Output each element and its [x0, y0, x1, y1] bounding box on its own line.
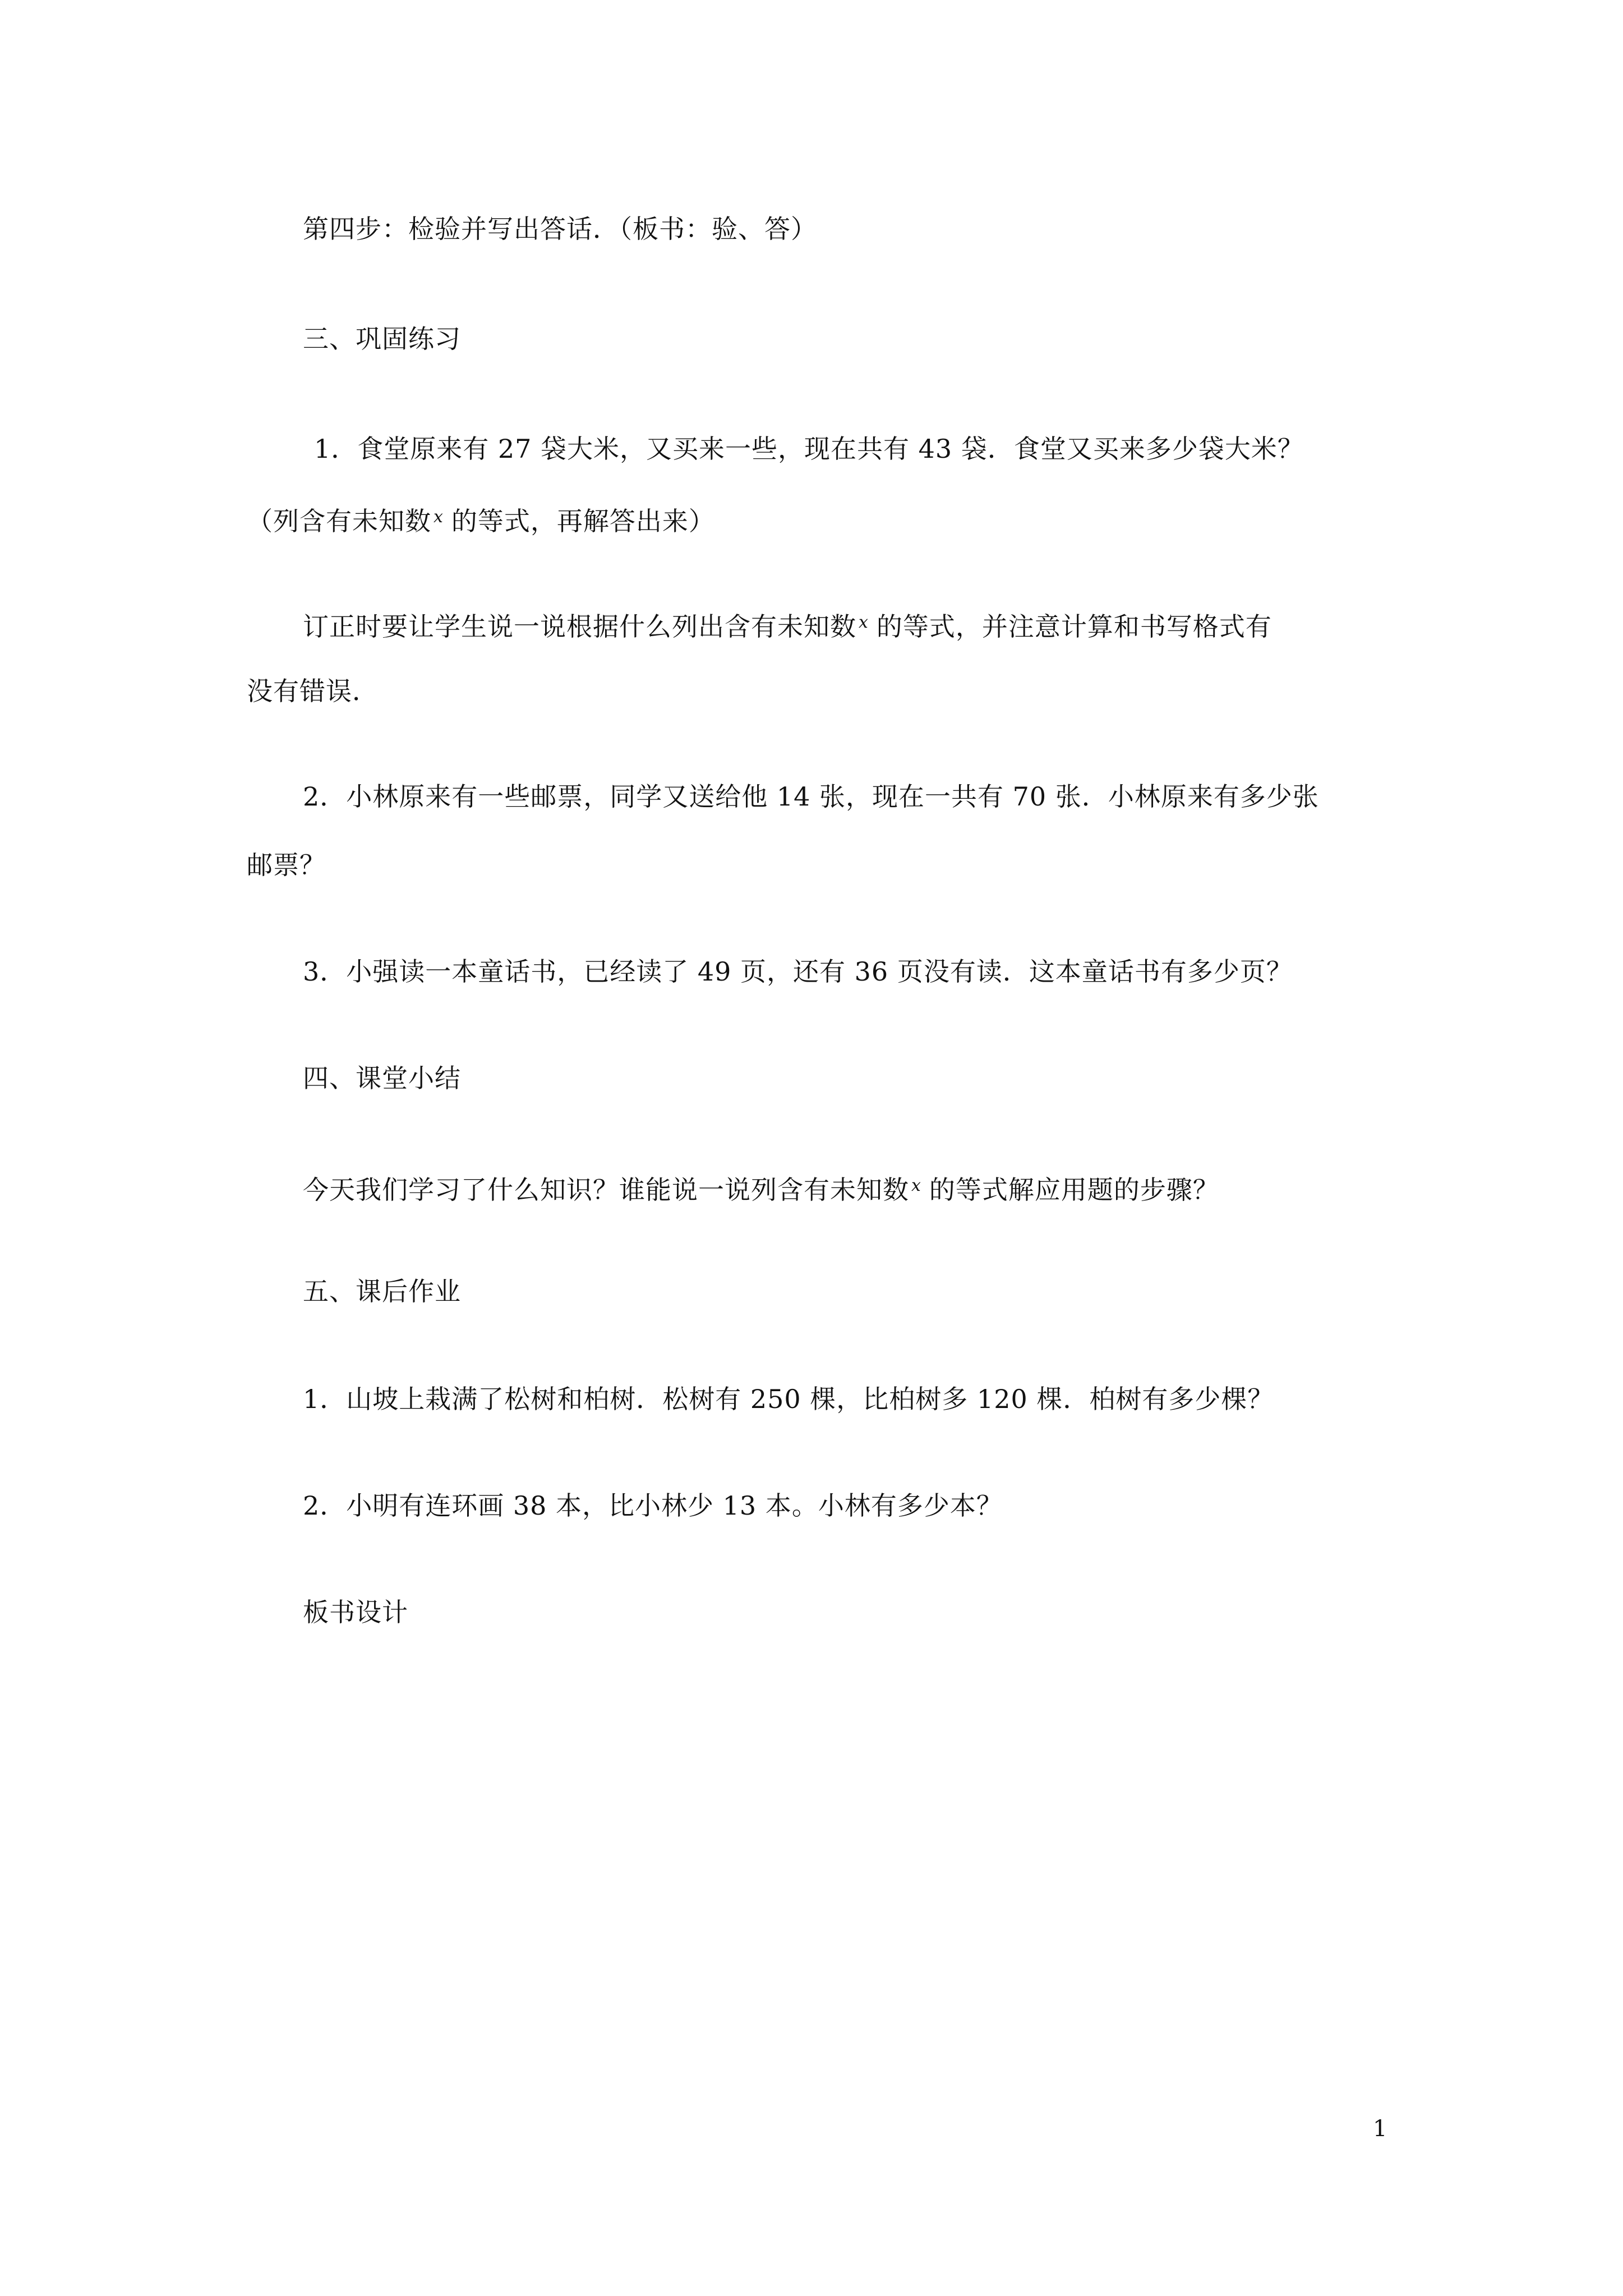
correction-note-line2: 没有错误． — [247, 676, 379, 706]
variable-x: x — [434, 507, 444, 527]
section5-heading: 五、课后作业 — [303, 1276, 461, 1306]
homework1-line: 1．山坡上栽满了松树和柏树．松树有 250 棵，比柏树多 120 棵．柏树有多少棵？ — [303, 1384, 1274, 1414]
exercise3-line: 3．小强读一本童话书，已经读了 49 页，还有 36 页没有读．这本童话书有多少页？ — [303, 956, 1293, 987]
step4-line: 第四步：检验并写出答话．（板书：验、答） — [303, 214, 817, 244]
page-number: 1 — [1373, 2116, 1387, 2142]
exercise1-line2-part1: （列含有未知数 — [247, 506, 431, 536]
exercise2-line1: 2．小林原来有一些邮票，同学又送给他 14 张，现在一共有 70 张．小林原来有多少张 — [303, 781, 1319, 812]
variable-x: x — [911, 1176, 921, 1195]
exercise1-line1: 1．食堂原来有 27 袋大米，又买来一些，现在共有 43 袋．食堂又买来多少袋大米？ — [314, 434, 1304, 464]
homework2-line: 2．小明有连环画 38 本，比小林少 13 本。小林有多少本？ — [303, 1490, 1003, 1521]
summary-line — [303, 1169, 1219, 1207]
exercise1-line2-part2: 的等式，再解答出来） — [451, 506, 715, 536]
correction-note-line1 — [303, 606, 1272, 643]
section3-heading: 三、巩固练习 — [303, 324, 461, 354]
board-design-heading: 板书设计 — [303, 1597, 408, 1627]
exercise1-line2 — [247, 500, 715, 538]
correction-note-part2: 的等式，并注意计算和书写格式有 — [876, 611, 1272, 642]
summary-part1: 今天我们学习了什么知识？谁能说一说列含有未知数 — [303, 1175, 909, 1205]
exercise2-line2: 邮票？ — [247, 850, 326, 880]
correction-note-part1: 订正时要让学生说一说根据什么列出含有未知数 — [303, 611, 856, 642]
section4-heading: 四、课堂小结 — [303, 1063, 461, 1093]
variable-x: x — [859, 613, 869, 632]
summary-part2: 的等式解应用题的步骤？ — [929, 1175, 1219, 1205]
